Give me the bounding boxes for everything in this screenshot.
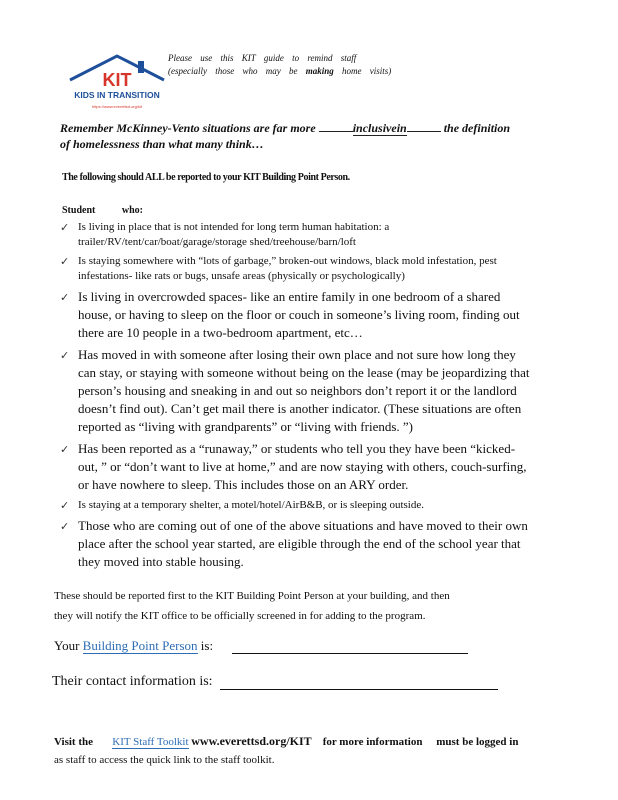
list-item [60, 517, 530, 571]
intro-line-2-post: home visits) [341, 66, 392, 76]
checkmark-icon: ✓ [60, 500, 70, 512]
logo-wordmark: KIT [102, 70, 132, 90]
checkmark-icon: ✓ [60, 292, 70, 304]
visit-toolkit [54, 732, 544, 769]
toolkit-url[interactable]: www.everettsd.org/KIT [191, 734, 312, 748]
visit-post-1: for more information [322, 736, 423, 748]
contact-label: Their contact information is: [52, 674, 213, 689]
checkmark-icon: ✓ [60, 521, 70, 533]
contact-field [52, 674, 498, 690]
list-item [60, 498, 530, 513]
visit-pre: Visit the [54, 736, 94, 748]
logo-url: https://www.everettsd.org/kit [91, 104, 143, 109]
list-item-text: Is staying somewhere with “lots of garbage,” broken-out windows, black mold infestation, pest infestations- like rats or bugs, unsafe areas (physically or psychologically) [78, 255, 497, 282]
checkmark-icon: ✓ [60, 222, 70, 234]
checkmark-icon: ✓ [60, 350, 70, 362]
intro-note [168, 52, 398, 78]
logo-tagline: KIDS IN TRANSITION [74, 90, 160, 100]
remember-blank-2 [407, 119, 441, 132]
house-roof-icon [62, 52, 172, 116]
report-line-1: These should be reported first to the KIT Building Point Person at your building, and then [54, 590, 450, 602]
remember-inclusive: inclusive [352, 121, 397, 135]
list-item-text: Has moved in with someone after losing their own place and not sure how long they can stay, or staying with someone without being on the lease (may be jeopardizing that person’s housing and sneaking in and out so neighbors don’t report it or the landlord doesn’t find out). Can’t get mail there is another indicator. (These situations are often reported as “living with grandparents” or “living with friends. ”) [78, 347, 530, 434]
remember-blank [319, 119, 353, 132]
list-item [60, 440, 530, 494]
remember-statement [60, 119, 520, 152]
intro-line-2 [168, 65, 398, 78]
checkmark-icon: ✓ [60, 444, 70, 456]
visit-line-1 [54, 732, 544, 751]
remember-part-1: Remember McKinney-Vento situations are far more [60, 121, 316, 135]
intro-line-1: Please use this KIT guide to remind staff [168, 53, 357, 63]
list-item [60, 346, 530, 436]
remember-part-4: the definition of homelessness than what many think… [60, 121, 511, 151]
list-item [60, 220, 530, 250]
visit-line-2: as staff to access the quick link to the staff toolkit. [54, 754, 275, 766]
building-point-pre: Your [54, 638, 80, 653]
student-heading: Student who: [62, 205, 143, 216]
list-item-text: Has been reported as a “runaway,” or students who tell you they have been “kicked-out, ” or “don’t want to live at home,” and are now staying with others, couch-surfing, or have nowhere to sleep. This includes those on an ARY order. [78, 441, 527, 492]
building-point-field [54, 638, 468, 654]
list-item-text: Is living in place that is not intended for long term human habitation: a trailer/RV/tent/car/boat/garage/storage shed/treehouse/barn/loft [78, 221, 390, 248]
kit-logo [62, 52, 172, 116]
report-instruction: The following should ALL be reported to your KIT Building Point Person. [62, 172, 350, 183]
staff-toolkit-link[interactable]: KIT Staff Toolkit [112, 736, 189, 748]
report-paragraph [54, 586, 524, 626]
checkmark-icon: ✓ [60, 256, 70, 268]
criteria-list [60, 220, 530, 575]
report-line-2: they will notify the KIT office to be officially screened in for adding to the program. [54, 610, 426, 622]
intro-line-2-pre: (especially those who may be [168, 66, 298, 76]
list-item-text: Is staying at a temporary shelter, a motel/hotel/AirB&B, or is sleeping outside. [78, 499, 424, 511]
list-item [60, 254, 530, 284]
building-point-link[interactable]: Building Point Person [82, 638, 198, 653]
list-item [60, 288, 530, 342]
contact-blank[interactable] [220, 675, 498, 690]
list-item-text: Those who are coming out of one of the above situations and have moved to their own place after the school year started, are eligible through the end of the school year that they moved into stable housing. [78, 518, 528, 569]
list-item-text: Is living in overcrowded spaces- like an entire family in one bedroom of a shared house, or having to sleep on the floor or couch in someone’s living room, finding out there are 10 people in a two-bedroom apartment, etc… [78, 289, 520, 340]
remember-in: in [396, 121, 407, 135]
intro-line-2-emphasis: making [305, 66, 334, 76]
building-point-blank[interactable] [232, 639, 468, 654]
building-point-post: is: [200, 638, 214, 653]
visit-post-2: must be logged in [436, 736, 519, 748]
